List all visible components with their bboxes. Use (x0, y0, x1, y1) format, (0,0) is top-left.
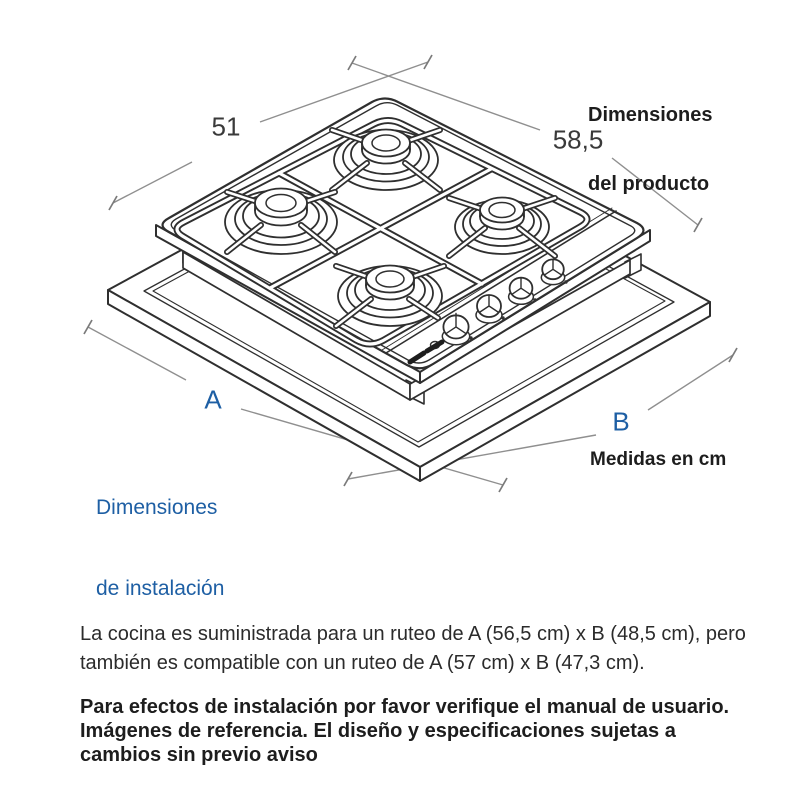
product-dimensions-title-line1: Dimensiones (588, 104, 713, 126)
product-dimensions-title (588, 58, 712, 242)
notes-section (80, 620, 760, 767)
disclaimer-paragraph (80, 695, 760, 767)
routing-paragraph (80, 620, 760, 678)
units-note: Medidas en cm (590, 449, 727, 470)
routing-line-1: La cocina es suministrada para un ruteo de A (56,5 cm) x B (48,5 cm), pero (80, 623, 746, 645)
dimension-a-label: A (204, 384, 222, 415)
routing-line-2: también es compatible con un ruteo de A (57 cm) x B (47,3 cm). (80, 652, 645, 674)
control-knob (509, 278, 534, 305)
control-knob (541, 259, 564, 284)
product-dimensions-title-line2: del producto (588, 173, 710, 195)
disclaimer-line-3: cambios sin previo aviso (80, 744, 318, 766)
dimension-b-label: B (612, 406, 630, 437)
disclaimer-line-2: Imágenes de referencia. El diseño y especificaciones sujetas a (80, 720, 676, 742)
width-dimension-value: 51 (211, 111, 241, 142)
depth-dimension-value: 58,5 (552, 124, 604, 155)
burner-back (332, 130, 440, 191)
burner-left (225, 189, 337, 255)
control-knob (476, 295, 502, 323)
installation-dimensions-line1: Dimensiones (96, 496, 218, 519)
disclaimer-line-1: Para efectos de instalación por favor verifique el manual de usuario. (80, 696, 730, 718)
burner-right (449, 198, 555, 257)
installation-dimensions-line2: de instalación (96, 577, 225, 600)
burner-front (336, 266, 444, 327)
